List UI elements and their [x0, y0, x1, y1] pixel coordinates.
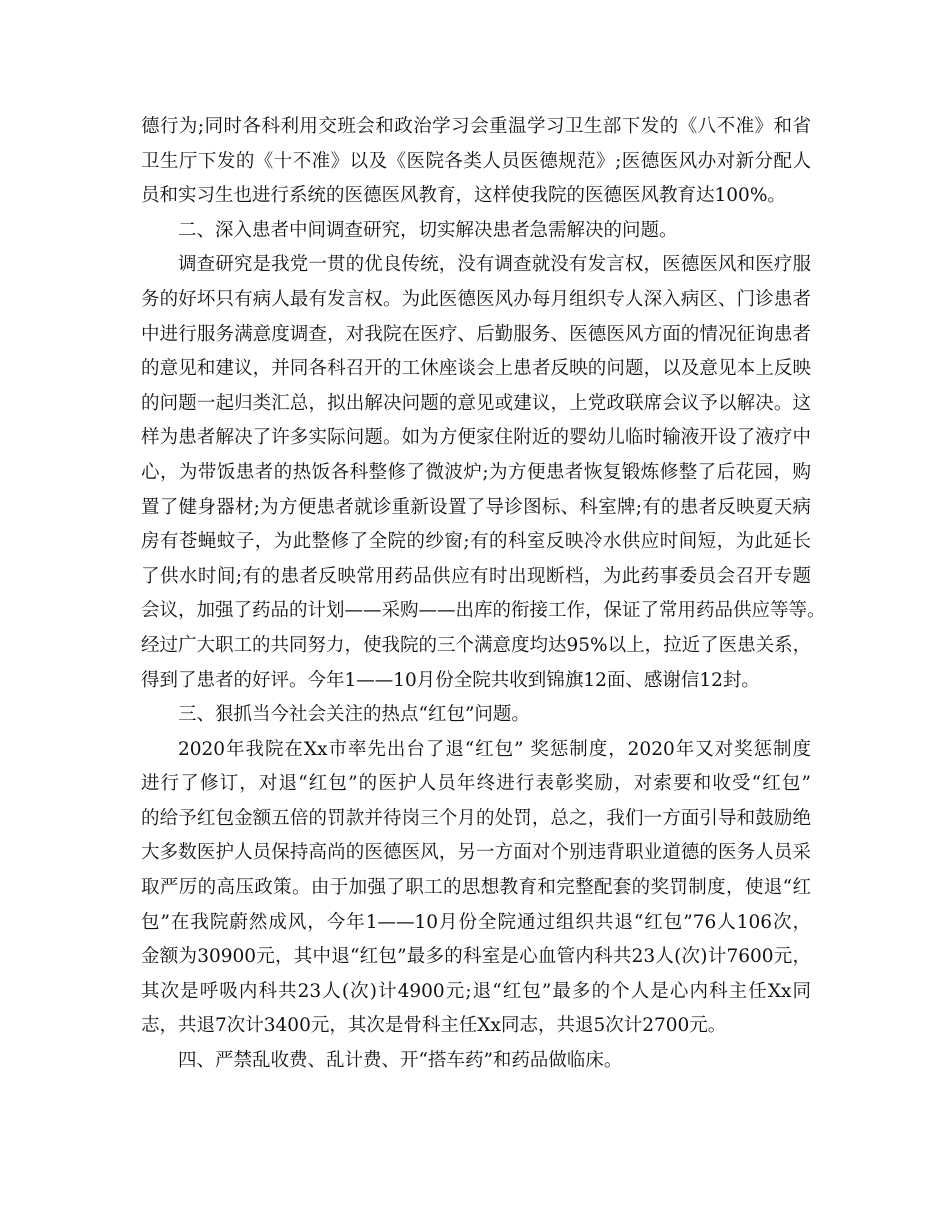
paragraph-line: 取严厉的高压政策。由于加强了职工的思想教育和完整配套的奖罚制度，使退“红 — [141, 877, 811, 899]
paragraph-line: 会议，加强了药品的计划——采购——出库的衔接工作，保证了常用药品供应等等。 — [141, 600, 826, 622]
paragraph-line: 包”在我院蔚然成风，今年1——10月份全院通过组织共退“红包”76人106次， — [141, 911, 811, 933]
paragraph-line: 了供水时间;有的患者反映常用药品供应有时出现断档，为此药事委员会召开专题 — [141, 565, 811, 587]
paragraph-line: 进行了修订，对退“红包”的医护人员年终进行表彰奖励，对索要和收受“红包” — [141, 773, 811, 795]
paragraph-line: 务的好坏只有病人最有发言权。为此医德医风办每月组织专人深入病区、门诊患者 — [141, 288, 811, 310]
paragraph-line: 志，共退7次计3400元，其次是骨科主任Xx同志，共退5次计2700元。 — [141, 1015, 727, 1037]
paragraph-line: 中进行服务满意度调查，对我院在医疗、后勤服务、医德医风方面的情况征询患者 — [141, 323, 811, 345]
paragraph-line: 房有苍蝇蚊子，为此整修了全院的纱窗;有的科室反映冷水供应时间短，为此延长 — [141, 531, 811, 553]
paragraph-line: 其次是呼吸内科共23人(次)计4900元;退“红包”最多的个人是心内科主任Xx同 — [141, 980, 811, 1002]
paragraph-line: 的问题一起归类汇总，拟出解决问题的意见或建议，上党政联席会议予以解决。这 — [141, 392, 811, 414]
paragraph-line: 金额为30900元，其中退“红包”最多的科室是心血管内科共23人(次)计7600元， — [141, 946, 811, 968]
paragraph-line: 心，为带饭患者的热饭各科整修了微波炉;为方便患者恢复锻炼修整了后花园，购 — [141, 461, 811, 483]
paragraph-line: 经过广大职工的共同努力，使我院的三个满意度均达95%以上，拉近了医患关系， — [141, 634, 812, 656]
paragraph-line: 卫生厅下发的《十不准》以及《医院各类人员医德规范》;医德医风办对新分配人 — [141, 150, 811, 172]
paragraph-line: 德行为;同时各科利用交班会和政治学习会重温学习卫生部下发的《八不准》和省 — [141, 116, 811, 137]
paragraph-line: 员和实习生也进行系统的医德医风教育，这样使我院的医德医风教育达100%。 — [141, 185, 786, 207]
paragraph-first-line: 2020年我院在Xx市率先出台了退“红包” 奖惩制度，2020年又对奖惩制度 — [178, 738, 811, 760]
paragraph-line: 得到了患者的好评。今年1——10月份全院共收到锦旗12面、感谢信12封。 — [141, 669, 760, 691]
paragraph-line: 大多数医护人员保持高尚的医德医风，另一方面对个别违背职业道德的医务人员采 — [141, 842, 811, 864]
paragraph-line: 的给予红包金额五倍的罚款并待岗三个月的处罚，总之，我们一方面引导和鼓励绝 — [141, 807, 811, 829]
paragraph-line: 置了健身器材;为方便患者就诊重新设置了导诊图标、科室牌;有的患者反映夏天病 — [141, 496, 811, 518]
paragraph-line: 的意见和建议，并同各科召开的工休座谈会上患者反映的问题，以及意见本上反映 — [141, 358, 811, 380]
paragraph-first-line: 三、狠抓当今社会关注的热点“红包”问题。 — [178, 704, 530, 726]
paragraph-first-line: 调查研究是我党一贯的优良传统，没有调查就没有发言权，医德医风和医疗服 — [178, 254, 811, 276]
document-body — [141, 110, 826, 1079]
paragraph-line: 样为患者解决了许多实际问题。如为方便家住附近的婴幼儿临时输液开设了液疗中 — [141, 427, 811, 449]
paragraph-first-line: 二、深入患者中间调查研究，切实解决患者急需解决的问题。 — [178, 219, 678, 241]
paragraph-first-line: 四、严禁乱收费、乱计费、开“搭车药”和药品做临床。 — [178, 1050, 623, 1072]
